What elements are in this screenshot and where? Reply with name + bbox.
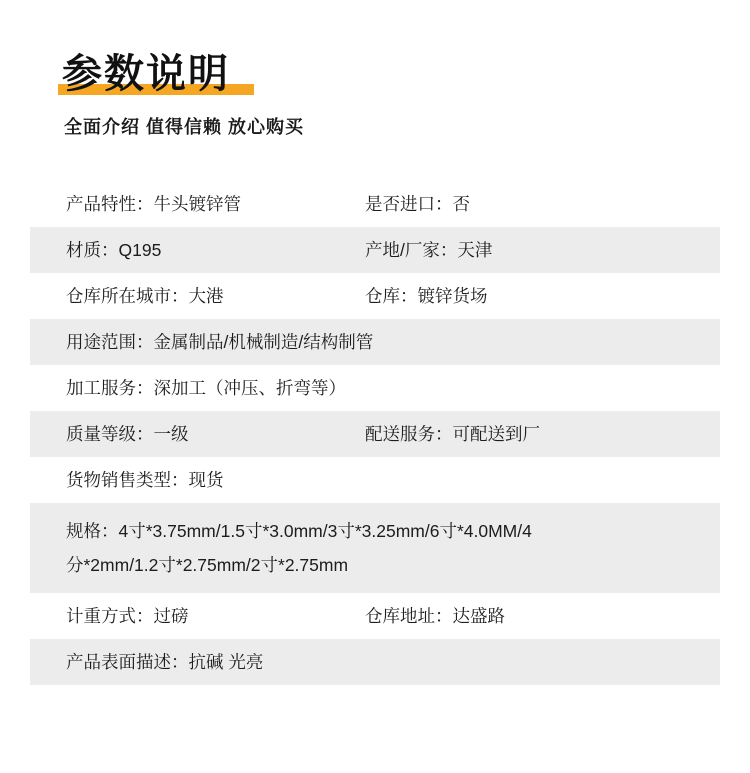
spec-cell-sales-type: 货物销售类型：现货 [66,470,224,490]
table-row [30,181,720,227]
table-row [30,227,720,273]
table-row [30,457,720,503]
spec-cell-warehouse-address: 仓库地址：达盛路 [365,606,505,627]
spec-cell-application-range: 用途范围：金属制品/机械制造/结构制管 [66,332,374,352]
page-header [0,0,750,139]
page-title: 参数说明 [62,52,230,96]
spec-specifications-line-1: 规格：4寸*3.75mm/1.5寸*3.0mm/3寸*3.25mm/6寸*4.0MM/4 [66,521,532,541]
spec-specifications-line-2: 分*2mm/1.2寸*2.75mm/2寸*2.75mm [66,555,349,576]
page-subtitle: 全面介绍 值得信赖 放心购买 [64,117,305,137]
spec-cell-warehouse: 仓库：镀锌货场 [365,286,488,306]
table-row [30,365,720,411]
spec-cell-surface-description: 产品表面描述：抗碱 光亮 [66,652,264,673]
spec-cell-product-feature: 产品特性：牛头镀锌管 [66,194,241,214]
spec-cell-quality-grade: 质量等级：一级 [66,424,189,444]
title-wrap [62,52,230,96]
spec-table [30,181,720,685]
table-row [30,593,720,639]
table-row [30,273,720,319]
spec-cell-weighing-method: 计重方式：过磅 [66,606,189,627]
spec-cell-processing-service: 加工服务：深加工（冲压、折弯等） [66,378,346,398]
spec-cell-warehouse-city: 仓库所在城市：大港 [66,286,224,306]
spec-cell-delivery-service: 配送服务：可配送到厂 [365,424,540,444]
table-row [30,639,720,685]
table-row [30,319,720,365]
table-row [30,411,720,457]
spec-cell-origin-manufacturer: 产地/厂家：天津 [365,240,493,260]
spec-cell-specifications [30,503,720,593]
spec-cell-imported: 是否进口：否 [365,194,470,214]
table-row [30,503,720,593]
spec-cell-material: 材质：Q195 [66,240,162,260]
